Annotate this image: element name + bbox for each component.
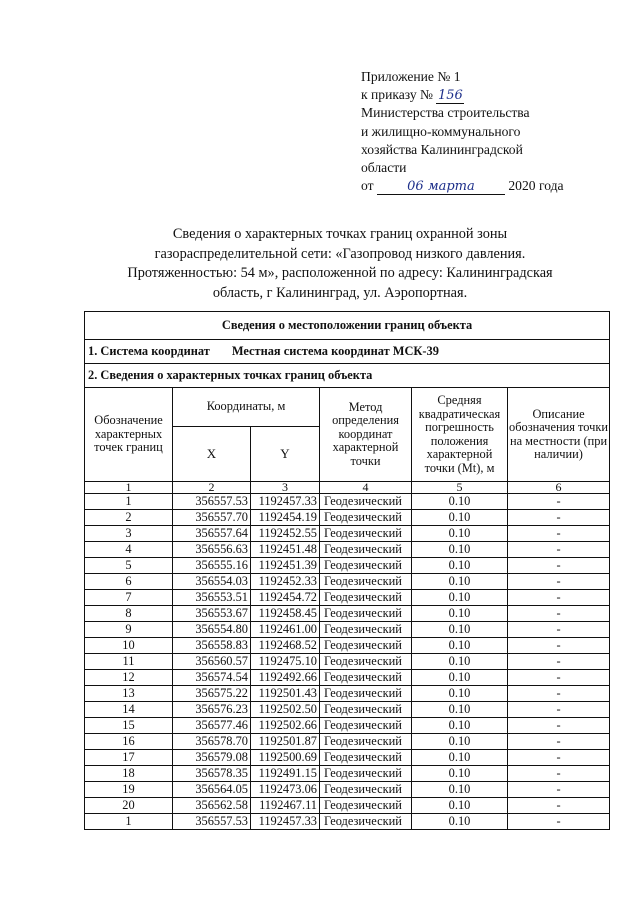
method-cell: Геодезический (320, 590, 412, 606)
col-head-y: Y (251, 427, 320, 482)
title-line-4: область, г Калининград, ул. Аэропортная. (212, 284, 468, 301)
order-number-handwritten: 156 (438, 88, 463, 104)
description-cell: - (508, 606, 610, 622)
y-coord-cell: 1192457.33 (251, 814, 320, 830)
x-coord-cell: 356579.08 (173, 750, 251, 766)
method-cell: Геодезический (320, 798, 412, 814)
method-cell: Геодезический (320, 654, 412, 670)
table-row (85, 590, 610, 606)
description-cell: - (508, 718, 610, 734)
description-cell: - (508, 510, 610, 526)
y-coord-cell: 1192492.66 (251, 670, 320, 686)
point-id-cell: 5 (85, 558, 173, 574)
description-cell: - (508, 526, 610, 542)
error-cell: 0.10 (412, 686, 508, 702)
points-rows (85, 494, 610, 830)
point-id-cell: 8 (85, 606, 173, 622)
y-coord-cell: 1192502.50 (251, 702, 320, 718)
description-cell: - (508, 814, 610, 830)
table-row (85, 782, 610, 798)
appendix-block (361, 68, 621, 195)
x-coord-cell: 356557.53 (173, 494, 251, 510)
point-id-cell: 10 (85, 638, 173, 654)
method-cell: Геодезический (320, 750, 412, 766)
point-id-cell: 4 (85, 542, 173, 558)
col-head-point: Обозначение характерных точек границ (85, 388, 173, 482)
point-id-cell: 18 (85, 766, 173, 782)
table-row (85, 542, 610, 558)
col-head-description: Описание обозначения точки на местности (при наличии) (508, 388, 610, 482)
error-cell: 0.10 (412, 542, 508, 558)
method-cell: Геодезический (320, 686, 412, 702)
point-id-cell: 14 (85, 702, 173, 718)
method-cell: Геодезический (320, 702, 412, 718)
method-cell: Геодезический (320, 510, 412, 526)
ministry-line-2: и жилищно-коммунального (361, 123, 521, 139)
point-id-cell: 6 (85, 574, 173, 590)
y-coord-cell: 1192452.55 (251, 526, 320, 542)
point-id-cell: 9 (85, 622, 173, 638)
table-row (85, 494, 610, 510)
column-numbers-row (85, 482, 610, 494)
point-id-cell: 15 (85, 718, 173, 734)
x-coord-cell: 356576.23 (173, 702, 251, 718)
y-coord-cell: 1192502.66 (251, 718, 320, 734)
description-cell: - (508, 494, 610, 510)
description-cell: - (508, 782, 610, 798)
method-cell: Геодезический (320, 814, 412, 830)
description-cell: - (508, 702, 610, 718)
x-coord-cell: 356558.83 (173, 638, 251, 654)
y-coord-cell: 1192501.43 (251, 686, 320, 702)
x-coord-cell: 356554.80 (173, 622, 251, 638)
error-cell: 0.10 (412, 814, 508, 830)
x-coord-cell: 356564.05 (173, 782, 251, 798)
x-coord-cell: 356557.53 (173, 814, 251, 830)
col-head-method: Метод определения координат характерной точки (320, 388, 412, 482)
x-coord-cell: 356575.22 (173, 686, 251, 702)
boundary-points-table (84, 311, 610, 830)
x-coord-cell: 356557.64 (173, 526, 251, 542)
error-cell: 0.10 (412, 654, 508, 670)
error-cell: 0.10 (412, 750, 508, 766)
order-number-field (436, 88, 464, 104)
x-coord-cell: 356555.16 (173, 558, 251, 574)
description-cell: - (508, 574, 610, 590)
y-coord-cell: 1192501.87 (251, 734, 320, 750)
description-cell: - (508, 542, 610, 558)
x-coord-cell: 356574.54 (173, 670, 251, 686)
x-coord-cell: 356577.46 (173, 718, 251, 734)
table-row (85, 814, 610, 830)
x-coord-cell: 356553.51 (173, 590, 251, 606)
method-cell: Геодезический (320, 574, 412, 590)
table-row (85, 750, 610, 766)
description-cell: - (508, 766, 610, 782)
method-cell: Геодезический (320, 606, 412, 622)
column-number: 3 (251, 482, 320, 494)
section-header: Сведения о местоположении границ объекта (85, 312, 610, 340)
method-cell: Геодезический (320, 718, 412, 734)
x-coord-cell: 356578.35 (173, 766, 251, 782)
table-row (85, 574, 610, 590)
y-coord-cell: 1192458.45 (251, 606, 320, 622)
description-cell: - (508, 686, 610, 702)
point-id-cell: 20 (85, 798, 173, 814)
description-cell: - (508, 670, 610, 686)
y-coord-cell: 1192473.06 (251, 782, 320, 798)
col-head-coords: Координаты, м (173, 388, 320, 427)
error-cell: 0.10 (412, 574, 508, 590)
error-cell: 0.10 (412, 638, 508, 654)
ministry-line-4: области (361, 160, 407, 176)
x-coord-cell: 356578.70 (173, 734, 251, 750)
y-coord-cell: 1192491.15 (251, 766, 320, 782)
y-coord-cell: 1192452.33 (251, 574, 320, 590)
table-row (85, 622, 610, 638)
error-cell: 0.10 (412, 606, 508, 622)
point-id-cell: 19 (85, 782, 173, 798)
ministry-line-3: хозяйства Калининградской (361, 141, 523, 157)
x-coord-cell: 356553.67 (173, 606, 251, 622)
date-field (377, 179, 505, 195)
document-title (80, 225, 600, 303)
x-coord-cell: 356557.70 (173, 510, 251, 526)
error-cell: 0.10 (412, 622, 508, 638)
table-row (85, 702, 610, 718)
point-id-cell: 17 (85, 750, 173, 766)
points-header: 2. Сведения о характерных точках границ объекта (85, 364, 610, 388)
col-head-error: Средняя квадратическая погрешность положения характерной точки (Mt), м (412, 388, 508, 482)
error-cell: 0.10 (412, 782, 508, 798)
table-row (85, 734, 610, 750)
order-line (361, 86, 621, 104)
method-cell: Геодезический (320, 622, 412, 638)
point-id-cell: 1 (85, 814, 173, 830)
y-coord-cell: 1192461.00 (251, 622, 320, 638)
error-cell: 0.10 (412, 766, 508, 782)
title-line-2: газораспределительной сети: «Газопровод низкого давления. (154, 245, 526, 262)
method-cell: Геодезический (320, 766, 412, 782)
description-cell: - (508, 734, 610, 750)
point-id-cell: 7 (85, 590, 173, 606)
description-cell: - (508, 750, 610, 766)
title-line-1: Сведения о характерных точках границ охранной зоны (172, 226, 508, 242)
column-number: 4 (320, 482, 412, 494)
error-cell: 0.10 (412, 702, 508, 718)
y-coord-cell: 1192454.19 (251, 510, 320, 526)
table-row (85, 654, 610, 670)
title-line-3: Протяженностью: 54 м», расположенной по адресу: Калининградская (127, 265, 553, 281)
description-cell: - (508, 798, 610, 814)
error-cell: 0.10 (412, 526, 508, 542)
date-suffix: 2020 года (508, 178, 564, 194)
method-cell: Геодезический (320, 542, 412, 558)
description-cell: - (508, 558, 610, 574)
column-number: 6 (508, 482, 610, 494)
method-cell: Геодезический (320, 782, 412, 798)
point-id-cell: 2 (85, 510, 173, 526)
appendix-number: Приложение № 1 (361, 69, 461, 84)
table-row (85, 510, 610, 526)
date-line (361, 177, 621, 195)
y-coord-cell: 1192457.33 (251, 494, 320, 510)
point-id-cell: 11 (85, 654, 173, 670)
table-row (85, 638, 610, 654)
coord-system-label: 1. Система координат (88, 344, 210, 358)
error-cell: 0.10 (412, 718, 508, 734)
coord-system-row (85, 340, 610, 364)
y-coord-cell: 1192475.10 (251, 654, 320, 670)
error-cell: 0.10 (412, 734, 508, 750)
error-cell: 0.10 (412, 494, 508, 510)
point-id-cell: 3 (85, 526, 173, 542)
x-coord-cell: 356562.58 (173, 798, 251, 814)
description-cell: - (508, 622, 610, 638)
coord-system-value: Местная система координат МСК-39 (231, 344, 439, 358)
method-cell: Геодезический (320, 558, 412, 574)
table-row (85, 606, 610, 622)
column-number: 2 (173, 482, 251, 494)
description-cell: - (508, 638, 610, 654)
point-id-cell: 1 (85, 494, 173, 510)
y-coord-cell: 1192467.11 (251, 798, 320, 814)
ministry-line-1: Министерства строительства (361, 105, 530, 121)
method-cell: Геодезический (320, 670, 412, 686)
point-id-cell: 12 (85, 670, 173, 686)
y-coord-cell: 1192500.69 (251, 750, 320, 766)
date-handwritten: 06 марта (407, 179, 475, 195)
col-head-x: X (173, 427, 251, 482)
y-coord-cell: 1192454.72 (251, 590, 320, 606)
y-coord-cell: 1192451.39 (251, 558, 320, 574)
column-number: 5 (412, 482, 508, 494)
method-cell: Геодезический (320, 526, 412, 542)
table-row (85, 798, 610, 814)
y-coord-cell: 1192451.48 (251, 542, 320, 558)
method-cell: Геодезический (320, 638, 412, 654)
table-row (85, 718, 610, 734)
table-row (85, 558, 610, 574)
error-cell: 0.10 (412, 510, 508, 526)
y-coord-cell: 1192468.52 (251, 638, 320, 654)
description-cell: - (508, 654, 610, 670)
point-id-cell: 13 (85, 686, 173, 702)
x-coord-cell: 356556.63 (173, 542, 251, 558)
table-row (85, 766, 610, 782)
point-id-cell: 16 (85, 734, 173, 750)
method-cell: Геодезический (320, 734, 412, 750)
error-cell: 0.10 (412, 590, 508, 606)
x-coord-cell: 356560.57 (173, 654, 251, 670)
method-cell: Геодезический (320, 494, 412, 510)
error-cell: 0.10 (412, 558, 508, 574)
description-cell: - (508, 590, 610, 606)
table-row (85, 686, 610, 702)
table-row (85, 526, 610, 542)
order-prefix: к приказу № (361, 87, 434, 103)
column-number: 1 (85, 482, 173, 494)
error-cell: 0.10 (412, 670, 508, 686)
x-coord-cell: 356554.03 (173, 574, 251, 590)
date-prefix: от (361, 178, 374, 194)
error-cell: 0.10 (412, 798, 508, 814)
table-row (85, 670, 610, 686)
